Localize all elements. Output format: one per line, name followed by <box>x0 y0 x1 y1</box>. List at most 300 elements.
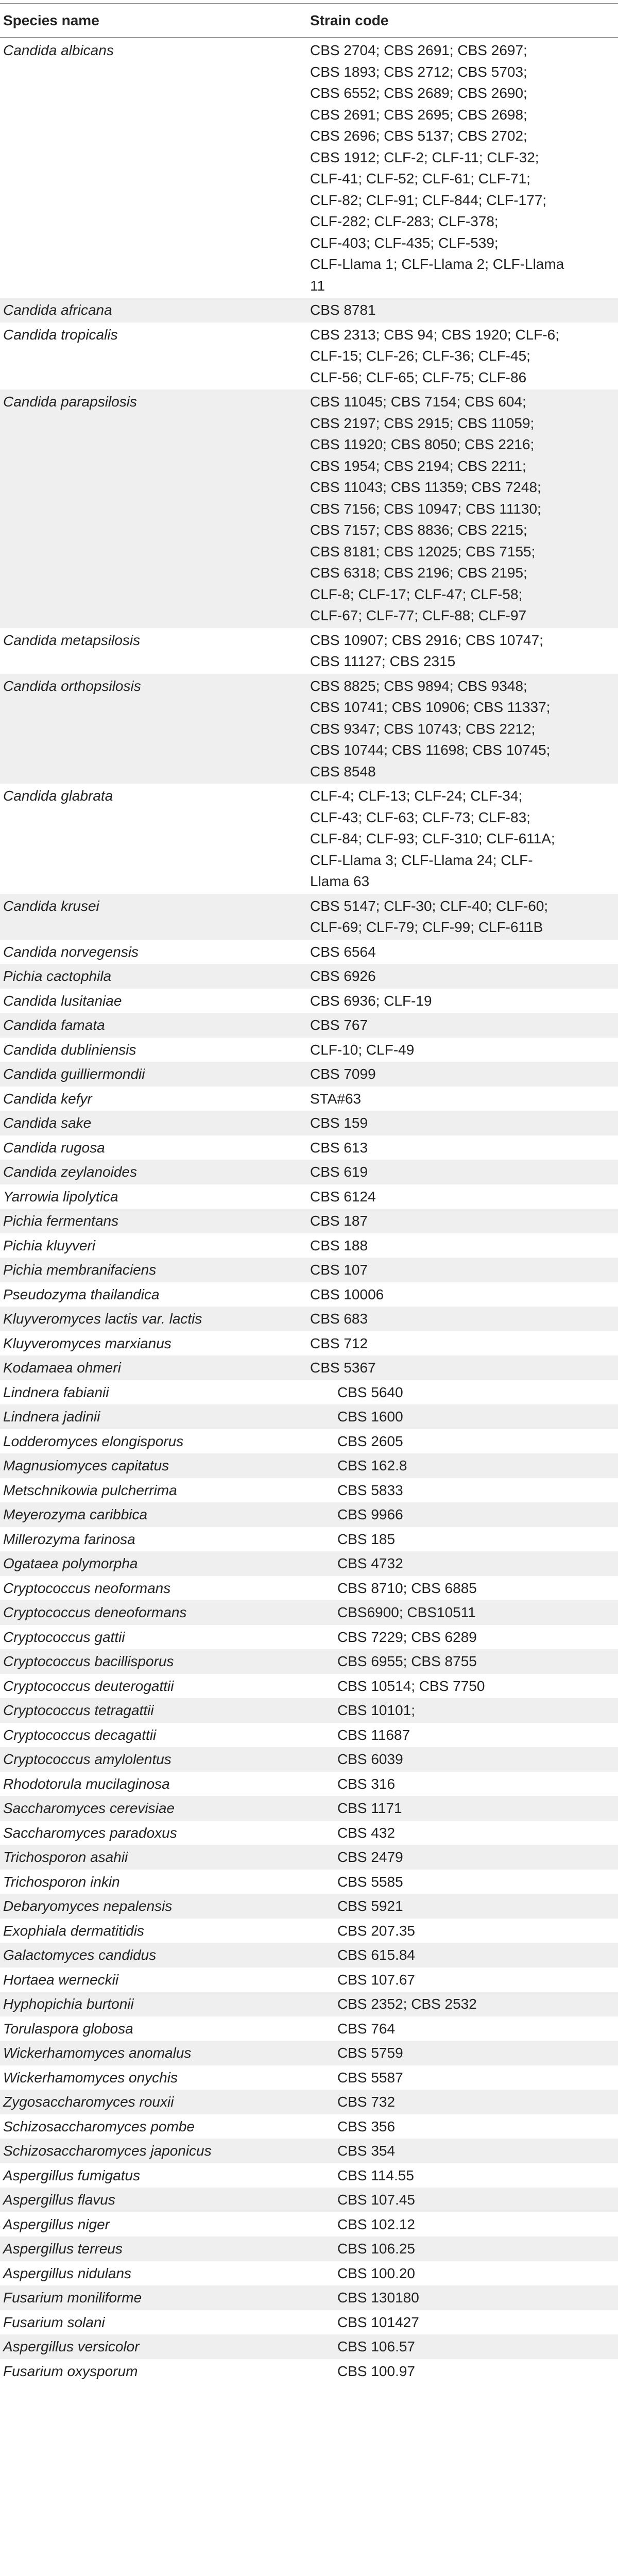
strain-code-cell <box>310 1331 618 1354</box>
strain-code-line: STA#63 <box>310 1090 362 1107</box>
strain-code-line: CBS 5759 <box>337 2045 403 2061</box>
strain-code-line: CBS 10006 <box>310 1286 384 1302</box>
strain-code-line: CBS 712 <box>310 1335 368 1351</box>
strain-code-cell <box>337 1821 618 1844</box>
table-row <box>0 1845 618 1870</box>
strain-code-line: CLF-Llama 1; CLF-Llama 2; CLF-Llama <box>310 256 564 272</box>
species-name-cell: Candida zeylanoides <box>3 1164 137 1180</box>
species-name-cell: Aspergillus nidulans <box>3 2265 132 2281</box>
species-name-cell: Pichia kluyveri <box>3 1237 95 1253</box>
table-row <box>0 2334 618 2359</box>
strain-code-line: CBS 159 <box>310 1115 368 1131</box>
table-row <box>0 1404 618 1429</box>
strain-code-line: CLF-69; CLF-79; CLF-99; CLF-611B <box>310 919 543 935</box>
table-row <box>0 1576 618 1601</box>
strain-code-cell <box>337 2090 618 2113</box>
strain-code-cell <box>337 2065 618 2089</box>
table-row <box>0 989 618 1013</box>
strain-code-line: CBS 8710; CBS 6885 <box>337 1580 477 1596</box>
species-name-cell: Galactomyces candidus <box>3 1947 157 1963</box>
strain-code-cell <box>337 2261 618 2284</box>
strain-code-cell <box>310 1111 618 1134</box>
species-name-cell: Magnusiomyces capitatus <box>3 1458 169 1473</box>
strain-code-line: CBS 1171 <box>337 1800 402 1816</box>
strain-code-cell <box>310 1258 618 1281</box>
strain-code-line: CBS 107.45 <box>337 2192 415 2208</box>
species-name-cell: Pichia cactophila <box>3 968 112 984</box>
strain-code-cell <box>310 894 618 938</box>
table-row <box>0 2359 618 2384</box>
species-name-cell: Candida sake <box>3 1115 92 1131</box>
table-row <box>0 1111 618 1136</box>
table-row <box>0 1551 618 1576</box>
table-row <box>0 1429 618 1454</box>
strain-code-line: CBS 8548 <box>310 763 376 779</box>
table-header-row <box>0 6 618 37</box>
table-row <box>0 1968 618 1992</box>
strain-code-line: CBS 8825; CBS 9894; CBS 9348; <box>310 677 527 694</box>
strain-code-line: CBS 10514; CBS 7750 <box>337 1677 485 1694</box>
strain-code-line: CBS 2352; CBS 2532 <box>337 1996 477 2012</box>
strain-code-cell <box>337 1625 618 1648</box>
species-name-cell: Fusarium oxysporum <box>3 2363 138 2379</box>
strain-code-line: CBS 106.25 <box>337 2241 415 2257</box>
strain-code-cell <box>310 1062 618 1085</box>
strain-code-line: CBS 356 <box>337 2118 396 2134</box>
strain-code-cell <box>337 2139 618 2162</box>
species-name-cell: Lindnera fabianii <box>3 1384 109 1400</box>
table-row <box>0 1723 618 1748</box>
strain-code-line: CBS 316 <box>337 1775 396 1792</box>
strain-code-line: CBS 6955; CBS 8755 <box>337 1653 477 1669</box>
strain-code-cell <box>337 1502 618 1526</box>
header-strain-code: Strain code <box>310 12 389 28</box>
strain-code-line: CBS 9966 <box>337 1506 403 1522</box>
strain-code-line: CLF-67; CLF-77; CLF-88; CLF-97 <box>310 607 527 623</box>
strain-code-line: CLF-8; CLF-17; CLF-47; CLF-58; <box>310 586 523 602</box>
strain-code-cell <box>310 674 618 783</box>
strain-code-line: CBS 11127; CBS 2315 <box>310 653 456 669</box>
strain-code-line: CBS 2479 <box>337 1849 403 1865</box>
strain-code-cell <box>337 1968 618 1991</box>
strain-code-cell <box>337 1772 618 1795</box>
table-row <box>0 1380 618 1405</box>
strain-code-line: Llama 63 <box>310 873 370 889</box>
strain-code-line: CBS 100.20 <box>337 2265 415 2281</box>
table-row <box>0 2285 618 2310</box>
strain-code-line: CBS 5367 <box>310 1360 376 1376</box>
table-row <box>0 2114 618 2139</box>
species-name-cell: Cryptococcus deneoformans <box>3 1604 187 1620</box>
species-name-cell: Pichia fermentans <box>3 1213 119 1229</box>
strain-code-cell <box>310 1184 618 1208</box>
table-row <box>0 894 618 940</box>
species-name-cell: Millerozyma farinosa <box>3 1531 135 1547</box>
table-row <box>0 1674 618 1699</box>
strain-code-cell <box>337 1380 618 1403</box>
species-name-cell: Cryptococcus neoformans <box>3 1580 171 1596</box>
species-name-cell: Kodamaea ohmeri <box>3 1360 121 1376</box>
strain-code-line: CBS 5833 <box>337 1482 403 1498</box>
table-row <box>0 1478 618 1503</box>
species-name-cell: Candida famata <box>3 1017 105 1033</box>
species-name-cell: Zygosaccharomyces rouxii <box>3 2094 174 2110</box>
species-name-cell: Hortaea werneckii <box>3 1971 119 1988</box>
table-row <box>0 2236 618 2261</box>
table-row <box>0 1282 618 1307</box>
species-name-cell: Debaryomyces nepalensis <box>3 1898 173 1914</box>
table-row <box>0 2212 618 2237</box>
table-row <box>0 1821 618 1845</box>
strain-code-cell <box>337 1992 618 2015</box>
strain-code-line: CBS 5640 <box>337 1384 403 1400</box>
strain-code-cell <box>337 2236 618 2260</box>
strain-code-line: CBS 106.57 <box>337 2338 415 2354</box>
table-row <box>0 1209 618 1233</box>
strain-code-cell <box>337 1870 618 1893</box>
species-name-cell: Candida dubliniensis <box>3 1041 136 1058</box>
species-name-cell: Cryptococcus bacillisporus <box>3 1653 174 1669</box>
species-name-cell: Wickerhamomyces anomalus <box>3 2045 192 2061</box>
strain-code-line: CBS 432 <box>337 1824 396 1841</box>
table-row <box>0 2163 618 2188</box>
table-row <box>0 1331 618 1356</box>
strain-code-line: CLF-282; CLF-283; CLF-378; <box>310 213 499 229</box>
strain-code-line: CBS 2313; CBS 94; CBS 1920; CLF-6; <box>310 326 560 343</box>
species-name-cell: Aspergillus flavus <box>3 2192 115 2208</box>
strain-code-line: CBS 4732 <box>337 1555 403 1571</box>
species-name-cell: Candida kefyr <box>3 1090 92 1107</box>
table-row <box>0 2188 618 2212</box>
species-name-cell: Saccharomyces paradoxus <box>3 1824 177 1841</box>
strain-code-cell <box>337 1723 618 1746</box>
strain-code-cell <box>337 2163 618 2187</box>
strain-code-line: CLF-15; CLF-26; CLF-36; CLF-45; <box>310 348 530 364</box>
strain-code-line: CBS 11043; CBS 11359; CBS 7248; <box>310 479 541 495</box>
species-name-cell: Schizosaccharomyces pombe <box>3 2118 195 2134</box>
strain-code-line: CBS 187 <box>310 1213 368 1229</box>
table-row <box>0 1600 618 1625</box>
strain-code-cell <box>310 1136 618 1159</box>
strain-code-line: CBS 207.35 <box>337 1922 415 1939</box>
strain-code-cell <box>337 1551 618 1574</box>
table-row <box>0 1184 618 1209</box>
header-species-name: Species name <box>3 12 99 28</box>
table-row <box>0 323 618 390</box>
strain-code-line: CBS 11045; CBS 7154; CBS 604; <box>310 394 526 410</box>
strain-code-cell <box>310 1038 618 1061</box>
table-row <box>0 2139 618 2163</box>
table-row <box>0 2041 618 2065</box>
strain-code-cell <box>337 2016 618 2040</box>
strain-code-line: CBS 683 <box>310 1311 368 1327</box>
strain-code-line: CBS 2696; CBS 5137; CBS 2702; <box>310 128 527 144</box>
table-row <box>0 628 618 674</box>
species-name-cell: Wickerhamomyces onychis <box>3 2069 178 2086</box>
table-row <box>0 964 618 989</box>
species-name-cell: Meyerozyma caribbica <box>3 1506 148 1522</box>
table-row <box>0 1453 618 1478</box>
strain-code-line: CBS 8781 <box>310 302 376 318</box>
strain-code-cell <box>310 964 618 987</box>
strain-code-line: CBS 185 <box>337 1531 396 1547</box>
strain-code-line: CBS 732 <box>337 2094 396 2110</box>
table-row <box>0 1136 618 1160</box>
species-name-cell: Pseudozyma thailandica <box>3 1286 160 1302</box>
species-name-cell: Cryptococcus tetragattii <box>3 1702 154 1718</box>
strain-code-cell <box>310 1307 618 1330</box>
strain-code-line: CBS6900; CBS10511 <box>337 1604 476 1620</box>
table-row <box>0 389 618 628</box>
strain-code-cell <box>310 940 618 963</box>
table-row <box>0 2090 618 2114</box>
species-name-cell: Candida parapsilosis <box>3 394 137 410</box>
strain-code-cell <box>337 2334 618 2358</box>
table-row <box>0 674 618 784</box>
table-row <box>0 1307 618 1331</box>
strain-code-line: CBS 100.97 <box>337 2363 415 2379</box>
species-name-cell: Candida albicans <box>3 42 114 58</box>
strain-code-line: CBS 2691; CBS 2695; CBS 2698; <box>310 106 527 123</box>
strain-code-line: CBS 1893; CBS 2712; CBS 5703; <box>310 63 527 80</box>
species-name-cell: Candida lusitaniae <box>3 992 122 1009</box>
strain-code-line: CBS 5921 <box>337 1898 403 1914</box>
strain-code-cell <box>337 2188 618 2211</box>
species-name-cell: Cryptococcus decagattii <box>3 1726 157 1743</box>
strain-code-cell <box>310 1160 618 1183</box>
species-name-cell: Kluyveromyces marxianus <box>3 1335 171 1351</box>
strain-code-line: CBS 107.67 <box>337 1971 415 1988</box>
strain-code-cell <box>337 1943 618 1966</box>
species-name-cell: Metschnikowia pulcherrima <box>3 1482 177 1498</box>
table-row <box>0 2310 618 2335</box>
strain-code-line: CBS 767 <box>310 1017 368 1033</box>
strain-code-line: CLF-41; CLF-52; CLF-61; CLF-71; <box>310 171 530 187</box>
species-name-cell: Aspergillus versicolor <box>3 2338 140 2354</box>
table-row <box>0 1160 618 1184</box>
strain-code-cell <box>337 1747 618 1770</box>
species-name-cell: Cryptococcus gattii <box>3 1629 125 1645</box>
table-row <box>0 1870 618 1894</box>
strain-code-cell <box>337 2310 618 2333</box>
strain-code-line: CBS 107 <box>310 1262 368 1278</box>
strain-code-cell <box>337 1600 618 1623</box>
strain-code-line: CLF-82; CLF-91; CLF-844; CLF-177; <box>310 192 547 208</box>
strain-code-line: CBS 102.12 <box>337 2216 415 2232</box>
species-name-cell: Rhodotorula mucilaginosa <box>3 1775 170 1792</box>
strain-code-cell <box>337 1674 618 1697</box>
strain-code-cell <box>337 1845 618 1868</box>
species-name-cell: Lindnera jadinii <box>3 1409 100 1425</box>
table-row <box>0 1747 618 1772</box>
strain-code-line: CBS 6552; CBS 2689; CBS 2690; <box>310 85 527 101</box>
strain-code-line: CBS 6124 <box>310 1188 376 1205</box>
strain-code-cell <box>310 1355 618 1379</box>
species-name-cell: Ogataea polymorpha <box>3 1555 138 1571</box>
species-name-cell: Candida guilliermondii <box>3 1066 145 1082</box>
strain-code-line: CBS 6564 <box>310 943 376 960</box>
strain-code-cell <box>337 2285 618 2309</box>
strain-code-cell <box>337 2359 618 2382</box>
strain-code-line: CBS 188 <box>310 1237 368 1253</box>
table-row <box>0 1919 618 1943</box>
strain-code-line: CBS 7156; CBS 10947; CBS 11130; <box>310 500 541 517</box>
species-name-cell: Pichia membranifaciens <box>3 1262 157 1278</box>
strain-code-cell <box>310 38 618 296</box>
strain-code-line: CBS 11687 <box>337 1726 410 1743</box>
table-row <box>0 1038 618 1062</box>
strain-code-cell <box>310 323 618 388</box>
table-row <box>0 1355 618 1380</box>
species-name-cell: Trichosporon asahii <box>3 1849 128 1865</box>
species-name-cell: Cryptococcus amylolentus <box>3 1751 171 1767</box>
strain-code-line: CBS 10744; CBS 11698; CBS 10745; <box>310 742 551 758</box>
table-row <box>0 784 618 894</box>
strain-code-line: CBS 130180 <box>337 2290 419 2306</box>
strain-code-cell <box>310 628 618 672</box>
strain-code-cell <box>337 1919 618 1942</box>
strain-code-line: CBS 11920; CBS 8050; CBS 2216; <box>310 436 535 452</box>
table-row <box>0 1772 618 1797</box>
top-rule <box>0 3 618 4</box>
table-row <box>0 1013 618 1038</box>
table-row <box>0 1943 618 1968</box>
strain-code-line: CLF-43; CLF-63; CLF-73; CLF-83; <box>310 809 530 825</box>
species-name-cell: Fusarium solani <box>3 2314 105 2330</box>
strain-code-cell <box>337 1478 618 1501</box>
strain-code-line: CBS 7229; CBS 6289 <box>337 1629 477 1645</box>
table-row <box>0 38 618 298</box>
strain-code-cell <box>310 989 618 1012</box>
strain-code-cell <box>337 1698 618 1721</box>
strain-code-line: CBS 9347; CBS 10743; CBS 2212; <box>310 720 536 737</box>
table-row <box>0 1233 618 1258</box>
strain-code-line: CBS 101427 <box>337 2314 419 2330</box>
strain-code-cell <box>337 2041 618 2064</box>
strain-code-line: CBS 5585 <box>337 1873 403 1890</box>
species-name-cell: Torulaspora globosa <box>3 2020 133 2037</box>
table-row <box>0 1625 618 1650</box>
strain-code-cell <box>310 389 618 626</box>
strain-code-line: CBS 2605 <box>337 1433 403 1449</box>
species-name-cell: Fusarium moniliforme <box>3 2290 142 2306</box>
strain-code-cell <box>337 1527 618 1550</box>
strain-code-line: CBS 6936; CLF-19 <box>310 992 432 1009</box>
strain-code-line: CBS 7157; CBS 8836; CBS 2215; <box>310 522 527 538</box>
strain-code-line: CBS 5587 <box>337 2069 403 2086</box>
species-name-cell: Aspergillus niger <box>3 2216 110 2232</box>
strain-code-line: CBS 114.55 <box>337 2167 414 2183</box>
table-row <box>0 1698 618 1723</box>
species-name-cell: Saccharomyces cerevisiae <box>3 1800 175 1816</box>
strain-code-line: CBS 6039 <box>337 1751 403 1767</box>
strain-code-cell <box>337 1576 618 1599</box>
strain-code-cell <box>310 1013 618 1036</box>
strain-code-cell <box>337 1649 618 1672</box>
table-row <box>0 2065 618 2090</box>
strain-code-cell <box>310 298 618 321</box>
strain-code-cell <box>310 1233 618 1257</box>
strain-code-line: CBS 10741; CBS 10906; CBS 11337; <box>310 699 551 715</box>
strain-code-line: CBS 615.84 <box>337 1947 415 1963</box>
species-name-cell: Schizosaccharomyces japonicus <box>3 2143 212 2159</box>
species-name-cell: Yarrowia lipolytica <box>3 1188 118 1205</box>
strain-code-line: CBS 7099 <box>310 1066 376 1082</box>
strain-code-cell <box>310 1282 618 1306</box>
strain-code-cell <box>337 1404 618 1428</box>
table-row <box>0 2261 618 2286</box>
strain-code-line: CBS 8181; CBS 12025; CBS 7155; <box>310 543 536 560</box>
strain-code-cell <box>337 1453 618 1477</box>
species-name-cell: Candida krusei <box>3 897 99 914</box>
strain-code-line: CLF-Llama 3; CLF-Llama 24; CLF- <box>310 852 533 868</box>
strain-code-cell <box>337 1429 618 1452</box>
table-row <box>0 1992 618 2016</box>
strain-code-line: 11 <box>310 277 325 294</box>
strain-code-line: CBS 1954; CBS 2194; CBS 2211; <box>310 457 526 474</box>
table-row <box>0 1649 618 1674</box>
table-row <box>0 1258 618 1282</box>
strain-code-line: CLF-56; CLF-65; CLF-75; CLF-86 <box>310 369 527 385</box>
table-row <box>0 1796 618 1821</box>
strain-code-line: CBS 1600 <box>337 1409 403 1425</box>
table-row <box>0 1527 618 1552</box>
strain-code-line: CBS 613 <box>310 1139 368 1156</box>
species-name-cell: Exophiala dermatitidis <box>3 1922 144 1939</box>
strain-code-line: CBS 764 <box>337 2020 396 2037</box>
strain-code-line: CBS 1912; CLF-2; CLF-11; CLF-32; <box>310 149 539 165</box>
species-name-cell: Candida tropicalis <box>3 326 118 343</box>
table-row <box>0 298 618 323</box>
table-row <box>0 1894 618 1919</box>
strain-code-line: CBS 619 <box>310 1164 368 1180</box>
species-name-cell: Candida glabrata <box>3 788 113 804</box>
species-name-cell: Candida orthopsilosis <box>3 677 141 694</box>
strain-code-line: CLF-403; CLF-435; CLF-539; <box>310 234 499 251</box>
strain-code-cell <box>337 2212 618 2235</box>
species-name-cell: Trichosporon inkin <box>3 1873 120 1890</box>
species-name-cell: Candida metapsilosis <box>3 632 141 648</box>
strain-code-cell <box>310 1209 618 1232</box>
table-row <box>0 940 618 964</box>
table-row <box>0 2016 618 2041</box>
strain-code-line: CBS 2704; CBS 2691; CBS 2697; <box>310 42 527 58</box>
species-name-cell: Cryptococcus deuterogattii <box>3 1677 174 1694</box>
strain-code-line: CBS 10101; <box>337 1702 415 1718</box>
species-name-cell: Kluyveromyces lactis var. lactis <box>3 1311 202 1327</box>
strain-code-cell <box>337 1894 618 1917</box>
species-name-cell: Aspergillus fumigatus <box>3 2167 141 2183</box>
strain-code-line: CBS 5147; CLF-30; CLF-40; CLF-60; <box>310 897 548 914</box>
table-row <box>0 1502 618 1527</box>
strain-code-line: CBS 10907; CBS 2916; CBS 10747; <box>310 632 543 648</box>
strain-code-line: CBS 354 <box>337 2143 396 2159</box>
strain-code-cell <box>337 2114 618 2138</box>
strain-code-line: CLF-10; CLF-49 <box>310 1041 415 1058</box>
strain-code-cell <box>337 1796 618 1819</box>
table-row <box>0 1087 618 1111</box>
species-name-cell: Candida africana <box>3 302 112 318</box>
species-name-cell: Aspergillus terreus <box>3 2241 123 2257</box>
species-name-cell: Lodderomyces elongisporus <box>3 1433 184 1449</box>
table-row <box>0 1062 618 1087</box>
strain-code-line: CBS 2197; CBS 2915; CBS 11059; <box>310 415 535 431</box>
strain-code-line: CBS 162.8 <box>337 1458 407 1473</box>
strain-code-line: CLF-84; CLF-93; CLF-310; CLF-611A; <box>310 831 555 846</box>
species-name-cell: Candida norvegensis <box>3 943 139 960</box>
species-name-cell: Candida rugosa <box>3 1139 105 1156</box>
species-name-cell: Hyphopichia burtonii <box>3 1996 134 2012</box>
